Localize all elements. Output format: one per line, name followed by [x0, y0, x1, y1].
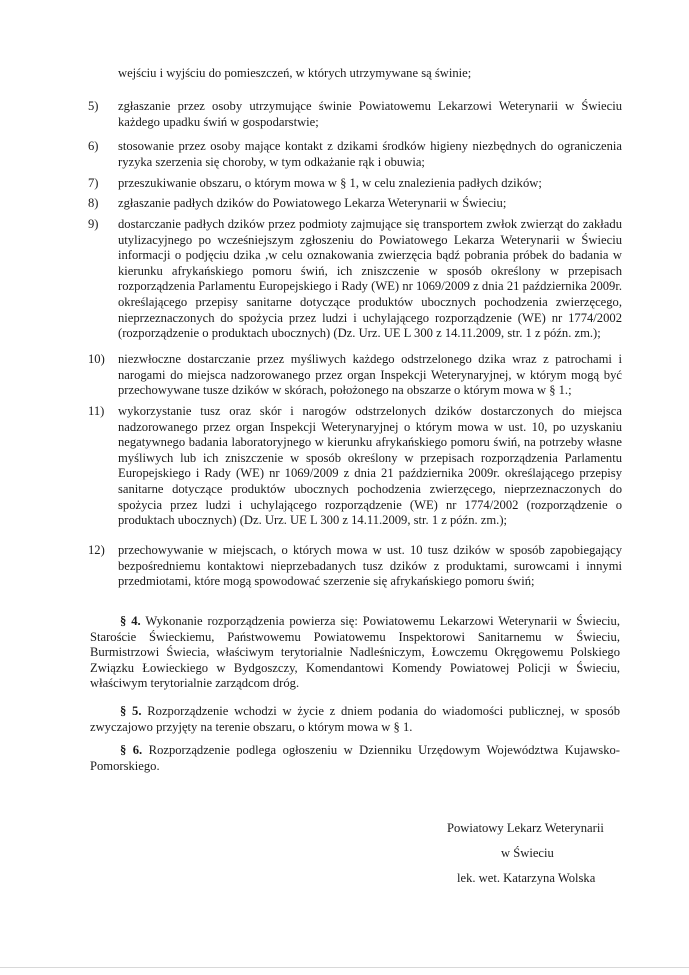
signature-name: lek. wet. Katarzyna Wolska — [457, 871, 596, 885]
list-item-text: wykorzystanie tusz oraz skór i narogów odstrzelonych dzików dostarczonych do miejsca nadzorowanego przez organ Inspekcji Weterynaryjnej o którym mowa w ust. 10, po uzyskaniu negatywnego badania laboratoryjnego w kierunku afrykańskiego pomoru świń, na potrzeby własne myśliwych lub ich zniszczenie w sposób określony w przepisach rozporządzenia Parlamentu Europejskiego i Rady (WE) nr 1069/2009 z dnia 21 października 2009r. określającego przepisy sanitarne dotyczące produktów ubocznych pochodzenia zwierzęcego, nieprzeznaczonych do spożycia przez ludzi i uchylającego rozporządzenie (WE) nr 1774/2002 (rozporządzenie o produktach ubocznych) (Dz. Urz. UE L 300 z 14.11.2009, str. 1 z późn. zm.); — [118, 404, 622, 528]
list-item-number: 6) — [88, 139, 99, 153]
list-item-text: niezwłoczne dostarczanie przez myśliwych każdego odstrzelonego dzika wraz z patrochami i narogami do miejsca nadzorowanego przez organ Inspekcji Weterynaryjnej, w którym mogą być przechowywane tusze dzików w skórach, położonego na obszarze o którym mowa w § 1.; — [118, 352, 622, 398]
list-item-number: 8) — [88, 196, 99, 210]
section-text: Rozporządzenie podlega ogłoszeniu w Dzienniku Urzędowym Województwa Kujawsko-Pomorskiego. — [90, 743, 620, 773]
list-item-text: przeszukiwanie obszaru, o którym mowa w § 1, w celu znalezienia padłych dzików; — [118, 176, 542, 190]
section-label: § 5. — [120, 704, 142, 718]
list-item-text: stosowanie przez osoby mające kontakt z dzikami środków higieny niezbędnych do ograniczenia ryzyka szerzenia się choroby, w tym odkażanie rąk i obuwia; — [118, 139, 622, 169]
signature-location: w Świeciu — [501, 846, 554, 860]
list-item-6 — [88, 139, 622, 170]
list-item-9 — [88, 217, 622, 342]
signature-title: Powiatowy Lekarz Weterynarii — [447, 821, 604, 835]
list-item-10 — [88, 352, 622, 399]
list-item-text: dostarczanie padłych dzików przez podmioty zajmujące się transportem zwłok zwierząt do zakładu utylizacyjnego po wcześniejszym zgłoszeniu do Powiatowego Lekarza Weterynarii w Świeciu informacji o podjęciu dzika ,w celu oznakowania zwierzęcia bądź pobrania próbek do badania w kierunku afrykańskiego pomoru świń, ich zniszczenie w sposób określony w przepisach rozporządzenia Parlamentu Europejskiego i Rady (WE) nr 1069/2009 z dnia 21 października 2009r. określającego przepisy sanitarne dotyczące produktów ubocznych pochodzenia zwierzęcego, nieprzeznaczonych do spożycia przez ludzi i uchylającego rozporządzenie (WE) nr 1774/2002 (rozporządzenie o produktach ubocznych) (Dz. Urz. UE L 300 z 14.11.2009, str. 1 z późn. zm.); — [118, 217, 622, 341]
paragraph-4 — [90, 614, 620, 692]
list-item-text: zgłaszanie przez osoby utrzymujące świnie Powiatowemu Lekarzowi Weterynarii w Świeciu każdego upadku świń w gospodarstwie; — [118, 99, 622, 129]
section-text: Rozporządzenie wchodzi w życie z dniem podania do wiadomości publicznej, w sposób zwyczajowo przyjęty na terenie obszaru, o którym mowa w § 1. — [90, 704, 621, 734]
paragraph-6 — [90, 743, 620, 774]
list-item-8 — [88, 196, 622, 212]
list-item-number: 11) — [88, 404, 105, 418]
item-4-continuation: wejściu i wyjściu do pomieszczeń, w których utrzymywane są świnie; — [118, 66, 472, 80]
list-item-11 — [88, 404, 622, 529]
list-item-number: 9) — [88, 217, 99, 231]
page-edge-divider — [0, 967, 689, 968]
list-item-number: 10) — [88, 352, 105, 366]
list-item-5 — [88, 99, 622, 130]
paragraph-5 — [90, 704, 620, 735]
list-item-number: 7) — [88, 176, 99, 190]
list-item-text: przechowywanie w miejscach, o których mowa w ust. 10 tusz dzików w sposób zapobiegający bezpośredniemu kontaktowi nieprzebadanych tusz dzików z produktami, surowcami i innymi przedmiotami, które mogą spowodować szerzenie się afrykańskiego pomoru świń; — [118, 543, 622, 589]
list-item-text: zgłaszanie padłych dzików do Powiatowego Lekarza Weterynarii w Świeciu; — [118, 196, 507, 210]
list-item-number: 5) — [88, 99, 99, 113]
section-label: § 4. — [120, 614, 141, 628]
list-item-12 — [88, 543, 622, 590]
section-label: § 6. — [120, 743, 143, 757]
list-item-number: 12) — [88, 543, 105, 557]
section-text: Wykonanie rozporządzenia powierza się: Powiatowemu Lekarzowi Weterynarii w Świeciu, Staroście Świeckiemu, Państwowemu Powiatowemu Inspektorowi Sanitarnemu w Świeciu, Burmistrzowi Świecia, właściwym terytorialnie Nadleśniczym, Łowczemu Okręgowemu Polskiego Związku Łowieckiego w Bydgoszczy, Komendantowi Komendy Powiatowej Policji w Świeciu, właściwym terytorialnie zarządcom dróg. — [90, 614, 620, 691]
list-item-7 — [88, 176, 622, 192]
